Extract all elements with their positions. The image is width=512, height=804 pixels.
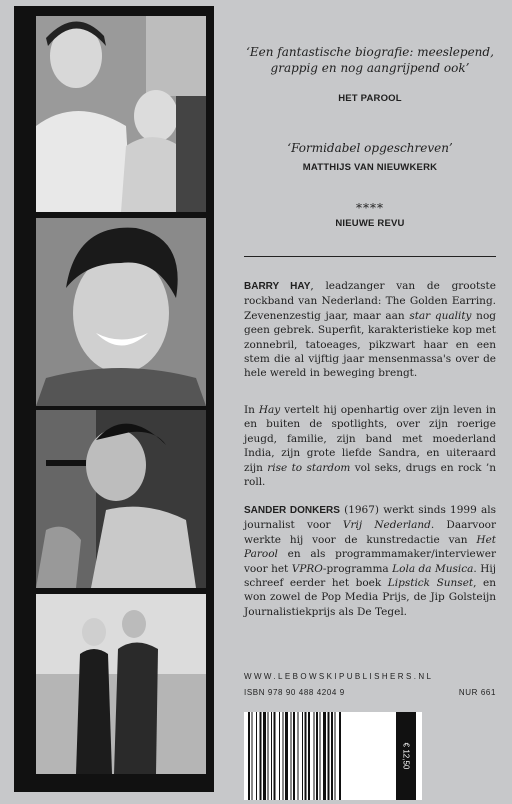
divider bbox=[244, 256, 496, 257]
photo-filmstrip bbox=[14, 6, 214, 792]
nur-code: NUR 661 bbox=[458, 688, 496, 697]
quote-source-parool: HET PAROOL bbox=[338, 93, 402, 104]
photo-couple-on-beach bbox=[36, 594, 206, 774]
photo-mother-and-baby bbox=[36, 16, 206, 212]
price: € 12,50 bbox=[401, 742, 411, 770]
blurb-barry-hay: BARRY HAY, leadzanger van de grootste rockband van Nederland: The Golden Earring. Zevenenzestig jaar, maar aan star quality nog geen gebrek. Superfit, karakteristieke kop met zonnebril, tatoeages, pikzwart haar en een stem die al vijftig jaar mensenmassa's over de hele wereld in beweging brengt. bbox=[244, 280, 496, 380]
blurb-author: SANDER DONKERS (1967) werkt sinds 1999 als journalist voor Vrij Nederland. Daarvoor werkte hij voor de kunstredactie van Het Parool en als programmamaker/interviewer voor het VPRO-programma Lola da Musica. Hij schreef eerder het boek Lipstick Sunset, en won zowel de Pop Media Prijs, de Jip Golsteijn Journalistiekprijs als De Tegel. bbox=[244, 504, 497, 618]
publisher-url: WWW.LEBOWSKIPUBLISHERS.NL bbox=[244, 672, 434, 681]
blurb-book: In Hay vertelt hij openhartig over zijn leven in en buiten de spotlights, over zijn roerige jeugd, familie, zijn band met moederland India, zijn grote liefde Sandra, en uiteraard zijn rise to stardom vol seks, drugs en rock ’n roll. bbox=[244, 404, 496, 489]
quote-source-nieuwkerk: MATTHIJS VAN NIEUWKERK bbox=[302, 162, 438, 173]
quote-nieuwkerk: ‘Formidabel opgeschreven’ bbox=[287, 141, 453, 155]
isbn: ISBN 978 90 488 4204 9 bbox=[244, 688, 345, 697]
quote-parool: ‘Een fantastische biografie: meeslepend, grappig en nog aangrijpend ook’ bbox=[246, 45, 494, 75]
rating-stars: **** bbox=[356, 201, 384, 215]
photo-boy-smiling bbox=[36, 218, 206, 406]
isbn-line bbox=[244, 688, 496, 697]
photo-singer-on-stage bbox=[36, 410, 206, 588]
name-barry-hay: BARRY HAY bbox=[244, 281, 311, 292]
price-tag bbox=[396, 712, 416, 800]
name-sander-donkers: SANDER DONKERS bbox=[244, 505, 340, 516]
quote-source-revu: NIEUWE REVU bbox=[335, 218, 405, 229]
